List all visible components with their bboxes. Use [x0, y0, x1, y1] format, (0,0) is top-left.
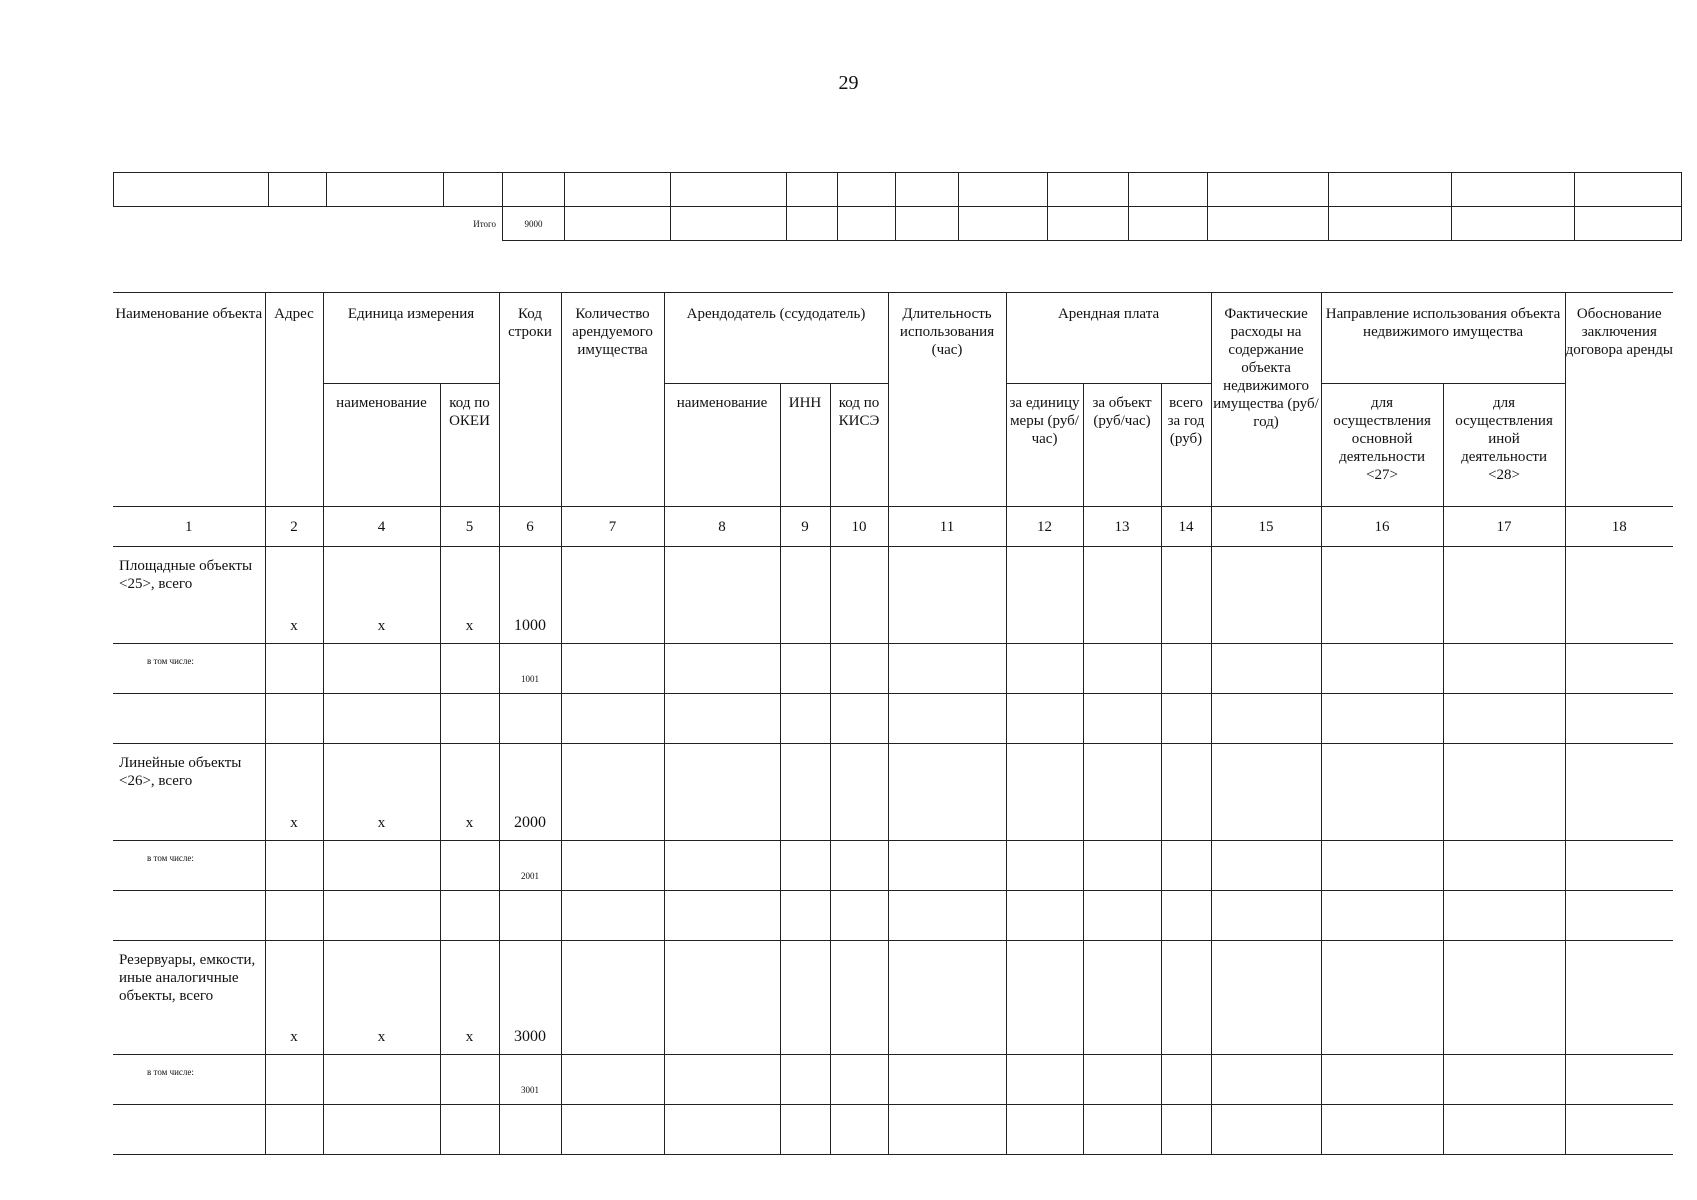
itogo-label: Итого [114, 207, 503, 241]
summary-row-total [114, 207, 1682, 241]
header-rent-per-unit: за единицу меры (руб/час) [1006, 384, 1083, 507]
header-unit-code: код по ОКЕИ [440, 384, 499, 507]
section-name: Линейные объекты <26>, всего [113, 744, 265, 841]
empty-row [113, 1105, 1673, 1155]
header-lessor: Арендодатель (ссудодатель) [664, 293, 888, 384]
col-num: 7 [561, 507, 664, 547]
rent-table [113, 292, 1673, 1155]
in-that-label: в том числе: [147, 853, 194, 863]
header-direction-main: для осуществления основной деятельности <27> [1321, 384, 1443, 507]
subrow-in-that [113, 841, 1673, 891]
section-code: 1000 [499, 547, 561, 644]
col-num: 8 [664, 507, 780, 547]
col-num: 18 [1565, 507, 1673, 547]
x-mark: x [265, 941, 323, 1055]
col-num: 2 [265, 507, 323, 547]
section-name: Площадные объекты <25>, всего [113, 547, 265, 644]
itogo-code: 9000 [503, 207, 565, 241]
col-num: 11 [888, 507, 1006, 547]
x-mark: x [265, 547, 323, 644]
col-num: 9 [780, 507, 830, 547]
col-num: 12 [1006, 507, 1083, 547]
header-actual-costs: Фактические расходы на содержание объекта недвижимого имущества (руб/год) [1211, 293, 1321, 507]
section-code: 2000 [499, 744, 561, 841]
col-num: 17 [1443, 507, 1565, 547]
x-mark: x [323, 547, 440, 644]
section-code: 3000 [499, 941, 561, 1055]
page-number: 29 [838, 72, 859, 94]
subrow-in-that [113, 644, 1673, 694]
summary-table [113, 172, 1682, 241]
col-num: 15 [1211, 507, 1321, 547]
header-name: Наименование объекта [113, 293, 265, 507]
x-mark: x [440, 547, 499, 644]
header-justification: Обоснование заключения договора аренды [1565, 293, 1673, 507]
x-mark: x [440, 941, 499, 1055]
sub-code: 2001 [521, 871, 540, 881]
section-name: Резервуары, емкости, иные аналогичные объекты, всего [113, 941, 265, 1055]
header-row-code: Код строки [499, 293, 561, 507]
header-unit: Единица измерения [323, 293, 499, 384]
header-rent: Арендная плата [1006, 293, 1211, 384]
col-num: 6 [499, 507, 561, 547]
x-mark: x [323, 744, 440, 841]
header-unit-name: наименование [323, 384, 440, 507]
col-num: 13 [1083, 507, 1161, 547]
section-row-area-objects [113, 547, 1673, 644]
header-direction-other: для осуществления иной деятельности <28> [1443, 384, 1565, 507]
header-duration: Длительность использования (час) [888, 293, 1006, 507]
header-lessor-kise: код по КИСЭ [830, 384, 888, 507]
empty-row [113, 891, 1673, 941]
subrow-in-that [113, 1055, 1673, 1105]
header-direction: Направление использования объекта недвижимого имущества [1321, 293, 1565, 384]
sub-code: 3001 [521, 1085, 540, 1095]
col-num: 4 [323, 507, 440, 547]
section-row-linear-objects [113, 744, 1673, 841]
col-num: 5 [440, 507, 499, 547]
header-lessor-inn: ИНН [780, 384, 830, 507]
summary-row-blank [114, 173, 1682, 207]
header-lessor-name: наименование [664, 384, 780, 507]
x-mark: x [440, 744, 499, 841]
col-num: 10 [830, 507, 888, 547]
x-mark: x [323, 941, 440, 1055]
header-row-1 [113, 293, 1673, 384]
empty-row [113, 694, 1673, 744]
column-numbers-row [113, 507, 1673, 547]
in-that-label: в том числе: [147, 1067, 194, 1077]
col-num: 16 [1321, 507, 1443, 547]
sub-code: 1001 [521, 674, 540, 684]
col-num: 1 [113, 507, 265, 547]
header-quantity: Количество арендуемого имущества [561, 293, 664, 507]
header-rent-per-object: за объект (руб/час) [1083, 384, 1161, 507]
in-that-label: в том числе: [147, 656, 194, 666]
x-mark: x [265, 744, 323, 841]
section-row-reservoirs [113, 941, 1673, 1055]
header-address: Адрес [265, 293, 323, 507]
header-rent-total: всего за год (руб) [1161, 384, 1211, 507]
col-num: 14 [1161, 507, 1211, 547]
